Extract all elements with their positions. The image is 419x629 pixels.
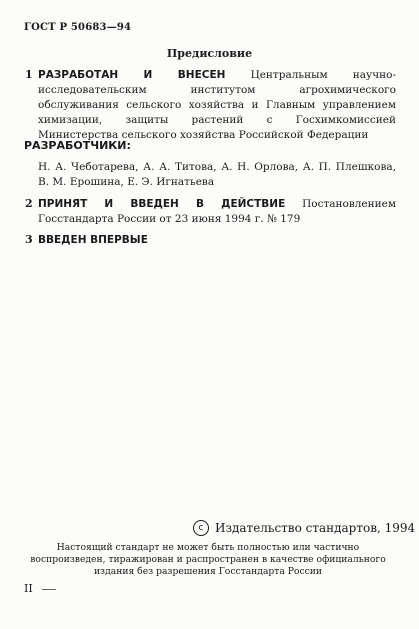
- copyright-icon: c: [193, 520, 209, 536]
- item-2-text: Постановлением Госстандарта России от 23 июня 1994 г. № 179: [38, 198, 397, 225]
- footer-dash: [42, 589, 56, 590]
- copyright-text: Издательство стандартов, 1994: [215, 521, 416, 535]
- reproduction-notice: Настоящий стандарт не может быть полностью или частично воспроизведен, тиражирован и распространен в качестве официального издания без разрешения Госстандарта России: [30, 542, 386, 577]
- page-title: Предисловие: [166, 47, 253, 60]
- developers-names: Н. А. Чеботарева, А. А. Титова, А. Н. Орлова, А. П. Плешкова, В. М. Ерошина, Е. Э. Игнатьева: [38, 161, 396, 188]
- item-1-number: 1: [25, 68, 33, 81]
- item-3-lead: ВВЕДЕН ВПЕРВЫЕ: [38, 234, 148, 246]
- developers-heading: РАЗРАБОТЧИКИ:: [24, 139, 131, 152]
- item-3-paragraph: [38, 233, 396, 248]
- item-1-paragraph: [38, 68, 396, 143]
- item-2-number: 2: [25, 197, 33, 210]
- item-2-paragraph: [38, 197, 396, 227]
- copyright-line: [193, 520, 415, 536]
- page-number: II: [24, 582, 33, 595]
- item-2-lead: ПРИНЯТ И ВВЕДЕН В ДЕЙСТВИЕ: [38, 198, 286, 210]
- item-1-text: Центральным научно-исследовательским институтом агрохимического обслуживания сельского хозяйства и Главным управлением химизации, защиты растений с Госхимкомиссией Министерства сельского хозяйства Российской Федерации: [38, 69, 397, 141]
- item-3-number: 3: [25, 233, 33, 246]
- item-1-lead: РАЗРАБОТАН И ВНЕСЕН: [38, 69, 226, 81]
- standard-code: ГОСТ Р 50683—94: [24, 22, 132, 33]
